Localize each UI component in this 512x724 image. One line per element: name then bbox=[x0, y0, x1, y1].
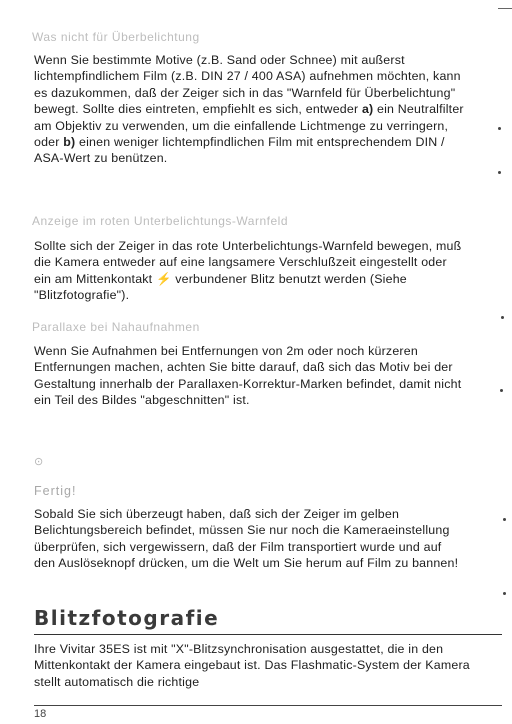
ready-body: Sobald Sie sich überzeugt haben, daß sich der Zeiger im gelben Belichtungsbereich befindet, müssen Sie nur noch die Kameraeinstellung überprüfen, sich vergewissern, daß der Film transportiert wurde und auf den Auslöseknopf drücken, um die Welt um Sie herum auf Film zu bannen! bbox=[34, 507, 459, 571]
section-heading-parallax: Parallaxe bei Nahaufnahmen bbox=[32, 320, 200, 334]
section-body-underexposure: Sollte sich der Zeiger in das rote Unterbelichtungs-Warnfeld bewegen, muß die Kamera entweder auf eine langsamere Verschlußzeit eingestellt oder ein am Mittenkontakt ⚡ verbundener Blitz benutzt werden (Siehe "Blitzfotografie"). bbox=[34, 239, 462, 303]
title-rule bbox=[34, 634, 502, 635]
body-part: ein Neutralfilter am Objektiv zu verwenden, um die einfallende Lichtmenge zu verringern, oder bbox=[34, 102, 464, 150]
margin-mark bbox=[503, 518, 506, 521]
section-heading-underexposure: Anzeige im roten Unterbelichtungs-Warnfeld bbox=[32, 214, 289, 228]
flash-photography-body: Ihre Vivitar 35ES ist mit "X"-Blitzsynchronisation ausgestattet, die in den Mittenkontakt der Kamera eingebaut ist. Das Flashmatic-System der Kamera stellt automatisch die richtige bbox=[34, 642, 470, 689]
option-a-label: a) bbox=[361, 102, 374, 117]
ready-symbol-icon: ⊙ bbox=[34, 456, 44, 468]
option-b-label: b) bbox=[63, 135, 76, 150]
flash-photography-title: Blitzfotografie bbox=[34, 606, 220, 630]
margin-mark bbox=[500, 389, 503, 392]
edge-mark bbox=[498, 8, 512, 9]
margin-mark bbox=[501, 316, 504, 319]
section-body-overexposure bbox=[34, 52, 464, 167]
margin-mark bbox=[498, 127, 501, 130]
ready-heading: Fertig! bbox=[34, 484, 77, 498]
section-body-parallax: Wenn Sie Aufnahmen bei Entfernungen von 2m oder noch kürzeren Entfernungen machen, achten Sie bitte darauf, daß sich das Motiv bei der Gestaltung innerhalb der Parallaxen-Korrektur-Marken befindet, damit nicht ein Teil des Bildes "abgeschnitten" ist. bbox=[34, 344, 462, 408]
footer-rule bbox=[34, 705, 502, 706]
margin-mark bbox=[503, 592, 506, 595]
margin-mark bbox=[498, 171, 501, 174]
body-part: einen weniger lichtempfindlichen Film mit entsprechendem DIN / ASA-Wert zu benützen. bbox=[34, 135, 445, 166]
section-heading-overexposure: Was nicht für Überbelichtung bbox=[32, 30, 200, 44]
page-number: 18 bbox=[34, 708, 47, 720]
body-part: Wenn Sie bestimmte Motive (z.B. Sand oder Schnee) mit außerst lichtempfindlichem Film (z.B. DIN 27 / 400 ASA) aufnehmen möchten, kann es dazukommen, daß der Zeiger sich in das "Warnfeld für Überbelichtung" bewegt. Sollte dies eintreten, empfiehlt es sich, entweder bbox=[34, 53, 461, 117]
